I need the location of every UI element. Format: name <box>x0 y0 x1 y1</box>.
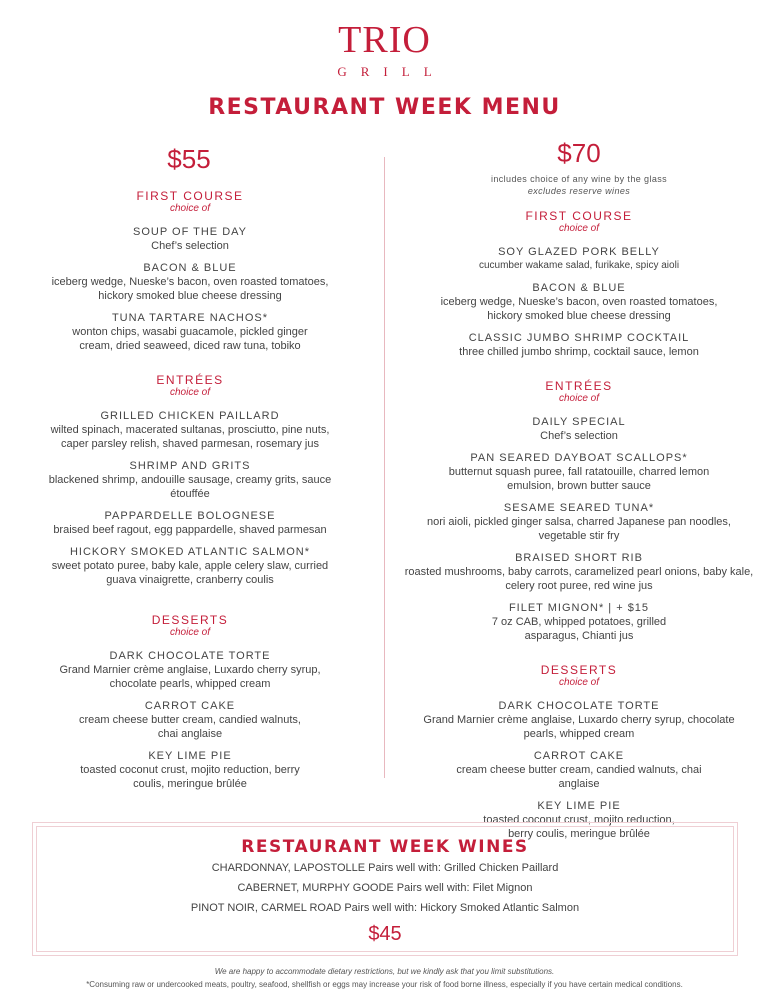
menu-item <box>420 415 738 443</box>
section-title: ENTRÉES <box>156 373 224 387</box>
footer-notes <box>0 965 769 991</box>
menu-70-price: $70 <box>557 138 601 168</box>
item-desc: wonton chips, wasabi guacamole, pickled ginger cream, dried seaweed, diced raw tuna, tobiko <box>72 326 308 352</box>
menu-item <box>420 331 738 359</box>
menu-item <box>404 551 754 593</box>
menu-item <box>40 545 340 587</box>
choice-of-label: choice of <box>169 627 211 638</box>
wine-note <box>420 173 738 197</box>
item-desc: braised beef ragout, egg pappardelle, shaved parmesan <box>53 524 327 536</box>
item-name: FILET MIGNON* | + $15 <box>508 602 650 614</box>
wine-included-note: includes choice of any wine by the glass <box>490 174 668 184</box>
item-desc: three chilled jumbo shrimp, cocktail sauce, lemon <box>459 346 699 358</box>
item-name: SOY GLAZED PORK BELLY <box>498 246 660 258</box>
wine-box-inner-border <box>36 826 734 952</box>
menu-55-price: $55 <box>167 144 211 174</box>
item-desc: cream cheese butter cream, candied walnuts, chai anglaise <box>456 764 702 790</box>
menu-item <box>40 225 340 253</box>
section-title: FIRST COURSE <box>525 209 633 223</box>
item-name: CARROT CAKE <box>533 750 625 762</box>
menu-55-column <box>40 143 340 811</box>
trio-grill-logo <box>0 20 769 80</box>
column-divider <box>384 157 385 778</box>
item-desc: Grand Marnier crème anglaise, Luxardo cherry syrup, chocolate pearls, whipped cream <box>423 714 735 740</box>
item-name: KEY LIME PIE <box>148 750 232 762</box>
item-name: DAILY SPECIAL <box>532 416 626 428</box>
logo-wordmark: TRIO <box>338 19 431 61</box>
menu-item <box>420 501 738 543</box>
item-name: HICKORY SMOKED ATLANTIC SALMON* <box>69 546 311 558</box>
menu-item <box>40 261 340 303</box>
menu-item <box>420 749 738 791</box>
menu-item <box>40 509 340 537</box>
consumption-warning: *Consuming raw or undercooked meats, poultry, seafood, shellfish or eggs may increase your risk of food borne illness, especially if you have certain medical conditions. <box>86 980 683 989</box>
item-name: PAPPARDELLE BOLOGNESE <box>104 510 276 522</box>
item-name: SOUP OF THE DAY <box>132 226 248 238</box>
item-desc: 7 oz CAB, whipped potatoes, grilled asparagus, Chianti jus <box>491 616 667 642</box>
dietary-note: We are happy to accommodate dietary restrictions, but we kindly ask that you limit substitutions. <box>214 967 555 976</box>
item-name: TUNA TARTARE NACHOS* <box>111 312 269 324</box>
item-desc: Chef’s selection <box>540 430 618 442</box>
item-desc: sweet potato puree, baby kale, apple celery slaw, curried guava vinaigrette, cranberry coulis <box>51 560 329 586</box>
menu-55-first-course <box>40 189 340 353</box>
wines-title: RESTAURANT WEEK WINES <box>241 837 529 857</box>
logo-subtitle: GRILL <box>337 64 446 79</box>
restaurant-week-wines-box <box>32 822 738 956</box>
item-name: DARK CHOCOLATE TORTE <box>498 700 660 712</box>
wines-price: $45 <box>368 923 402 945</box>
menu-item <box>40 409 340 451</box>
item-desc: blackened shrimp, andouille sausage, creamy grits, sauce étouffée <box>48 474 332 500</box>
item-desc: butternut squash puree, fall ratatouille, charred lemon emulsion, brown butter sauce <box>448 466 710 492</box>
item-name: BACON & BLUE <box>532 282 626 294</box>
item-name: SESAME SEARED TUNA* <box>503 502 655 514</box>
wine-pairing: PINOT NOIR, CARMEL ROAD Pairs well with: Hickory Smoked Atlantic Salmon <box>190 902 580 914</box>
item-name: CARROT CAKE <box>144 700 236 712</box>
menu-item <box>420 699 738 741</box>
wine-pairing: CHARDONNAY, LAPOSTOLLE Pairs well with: Grilled Chicken Paillard <box>211 862 559 874</box>
menu-item <box>40 311 340 353</box>
menu-item <box>420 281 738 323</box>
wine-pairing: CABERNET, MURPHY GOODE Pairs well with: Filet Mignon <box>237 882 533 894</box>
menu-item <box>420 245 738 273</box>
item-name: PAN SEARED DAYBOAT SCALLOPS* <box>470 452 688 464</box>
item-desc: toasted coconut crust, mojito reduction, berry coulis, meringue brûlée <box>80 764 300 790</box>
item-name: GRILLED CHICKEN PAILLARD <box>100 410 280 422</box>
choice-of-label: choice of <box>169 203 211 214</box>
item-name: SHRIMP AND GRITS <box>129 460 251 472</box>
section-title: ENTRÉES <box>545 379 613 393</box>
menu-item <box>40 749 340 791</box>
choice-of-label: choice of <box>169 387 211 398</box>
item-name: DARK CHOCOLATE TORTE <box>109 650 271 662</box>
item-name: BRAISED SHORT RIB <box>515 552 643 564</box>
choice-of-label: choice of <box>558 393 600 404</box>
menu-70-column <box>404 137 754 861</box>
item-desc: wilted spinach, macerated sultanas, prosciutto, pine nuts, caper parsley relish, shaved parmesan, rosemary jus <box>50 424 330 450</box>
item-name: CLASSIC JUMBO SHRIMP COCKTAIL <box>468 332 690 344</box>
menu-70-first-course <box>420 209 738 359</box>
item-desc: cream cheese butter cream, candied walnuts, chai anglaise <box>79 714 301 740</box>
menu-55-entrees <box>40 373 340 587</box>
item-desc: nori aioli, pickled ginger salsa, charred Japanese pan noodles, vegetable stir fry <box>427 516 731 542</box>
item-desc: iceberg wedge, Nueske’s bacon, oven roasted tomatoes, hickory smoked blue cheese dressing <box>440 296 718 322</box>
choice-of-label: choice of <box>558 677 600 688</box>
menu-item <box>40 649 340 691</box>
menu-item <box>40 699 340 741</box>
section-title: DESSERTS <box>540 663 618 677</box>
menu-item <box>420 451 738 493</box>
menu-item <box>420 601 738 643</box>
item-desc: roasted mushrooms, baby carrots, caramelized pearl onions, baby kale, celery root puree, red wine jus <box>404 566 754 592</box>
menu-item <box>40 459 340 501</box>
item-desc: Chef’s selection <box>151 240 229 252</box>
item-desc: toasted coconut crust, mojito reduction, berry coulis, meringue brûlée <box>483 814 675 840</box>
menu-55-desserts <box>40 613 340 791</box>
section-title: DESSERTS <box>151 613 229 627</box>
section-title: FIRST COURSE <box>136 189 244 203</box>
item-desc: Grand Marnier crème anglaise, Luxardo cherry syrup, chocolate pearls, whipped cream <box>59 664 321 690</box>
item-name: KEY LIME PIE <box>537 800 621 812</box>
choice-of-label: choice of <box>558 223 600 234</box>
page-title: RESTAURANT WEEK MENU <box>208 95 561 120</box>
menu-70-desserts <box>420 663 738 841</box>
item-desc: cucumber wakame salad, furikake, spicy aioli <box>478 260 680 271</box>
menu-70-entrees <box>404 379 754 643</box>
reserve-wines-note: excludes reserve wines <box>527 186 631 196</box>
item-desc: iceberg wedge, Nueske’s bacon, oven roasted tomatoes, hickory smoked blue cheese dressing <box>51 276 329 302</box>
item-name: BACON & BLUE <box>143 262 237 274</box>
